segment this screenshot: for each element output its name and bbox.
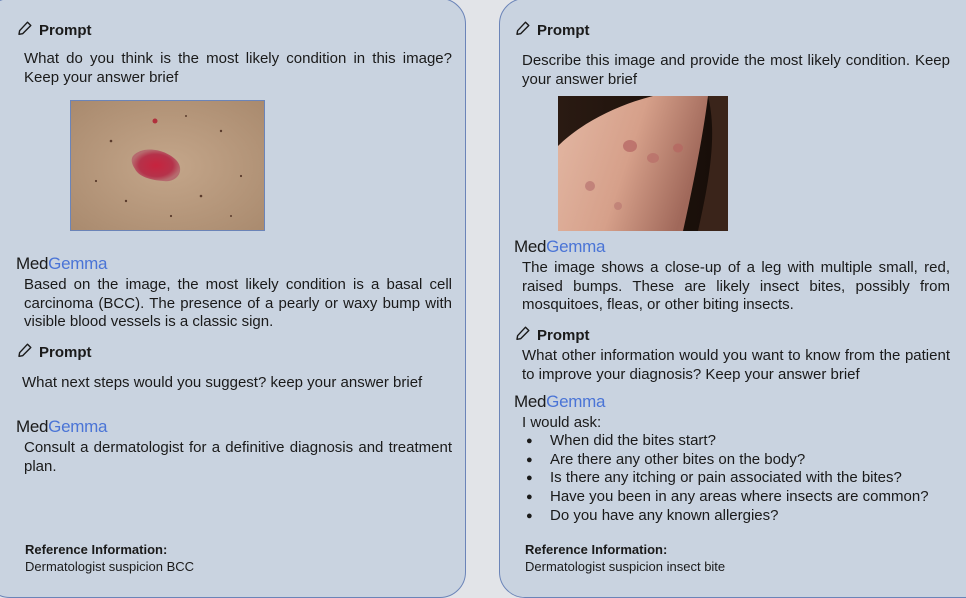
right-model-answer: The image shows a close-up of a leg with multiple small, red, raised bumps. These are likely insect bites, possibly from mosquitoes, fleas, or other biting insects. bbox=[522, 259, 950, 313]
left-model-answer: Based on the image, the most likely condition is a basal cell carcinoma (BCC). The presence of a pearly or waxy bump with visible blood vessels is a classic sign. bbox=[24, 276, 452, 330]
right-prompt-text: Describe this image and provide the most likely condition. Keep your answer brief bbox=[522, 52, 950, 88]
skin-lesion-image bbox=[70, 100, 265, 231]
list-item: ● Is there any itching or pain associated with the bites? bbox=[522, 469, 958, 488]
prompt-label: Prompt bbox=[39, 21, 92, 39]
left-model-answer2: Consult a dermatologist for a definitive diagnosis and treatment plan. bbox=[24, 439, 452, 475]
left-prompt2-header bbox=[17, 342, 92, 362]
right-answer2-intro: I would ask: bbox=[522, 414, 602, 431]
left-reference-value: Dermatologist suspicion BCC bbox=[25, 559, 195, 574]
medgemma-logo: MedGemma bbox=[16, 417, 108, 436]
right-prompt2-header bbox=[515, 325, 590, 345]
pencil-icon bbox=[17, 342, 33, 362]
medgemma-logo: MedGemma bbox=[16, 254, 108, 273]
left-prompt2-text: What next steps would you suggest? keep your answer brief bbox=[22, 374, 423, 391]
medgemma-logo: MedGemma bbox=[514, 392, 606, 411]
insect-bite-image bbox=[558, 96, 728, 231]
prompt-label: Prompt bbox=[537, 21, 590, 39]
list-item: ● Have you been in any areas where insects are common? bbox=[522, 488, 958, 507]
medgemma-logo: MedGemma bbox=[514, 237, 606, 256]
pencil-icon bbox=[515, 20, 531, 40]
list-item: ● Are there any other bites on the body? bbox=[522, 451, 958, 470]
list-item: ● Do you have any known allergies? bbox=[522, 507, 958, 526]
right-reference-label: Reference Information: bbox=[525, 542, 668, 557]
right-prompt2-text: What other information would you want to know from the patient to improve your diagnosis? Keep your answer brief bbox=[522, 347, 950, 383]
prompt-label: Prompt bbox=[537, 326, 590, 344]
pencil-icon bbox=[17, 20, 33, 40]
prompt-label: Prompt bbox=[39, 343, 92, 361]
right-reference-value: Dermatologist suspicion insect bite bbox=[525, 559, 726, 574]
pencil-icon bbox=[515, 325, 531, 345]
right-prompt-header bbox=[515, 20, 590, 40]
left-reference-label: Reference Information: bbox=[25, 542, 168, 557]
list-item: ● When did the bites start? bbox=[522, 432, 958, 451]
left-prompt-text: What do you think is the most likely condition in this image? Keep your answer brief bbox=[24, 50, 452, 86]
followup-question-list bbox=[522, 432, 958, 526]
left-prompt-header bbox=[17, 20, 92, 40]
